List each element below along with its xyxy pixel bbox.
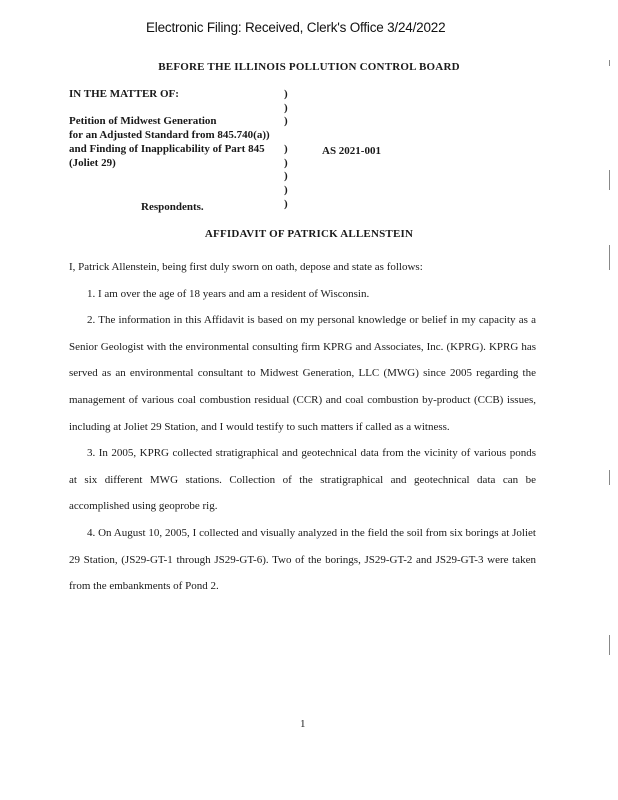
respondents-label: Respondents. [141,201,204,213]
scan-edge-mark [609,470,610,485]
scan-edge-mark [609,60,610,66]
paren: ) [284,183,288,196]
paren: ) [284,156,288,169]
caption-line: (Joliet 29) [69,156,116,169]
paragraph-2: 2. The information in this Affidavit is based on my personal knowledge or belief in my capacity as a Senior Geologist with the environmental consulting firm KPRG and Associates, Inc. (KPRG). KPRG has served as an environmental consultant to Midwest Generation, LLC (MWG) since 2005 regarding the management of various coal combustion residual (CCR) and coal combustion by-product (CCB) issues, including at Joliet 29 Station, and I would testify to such matters if called as a witness. [69,314,536,433]
caption-line [69,102,270,116]
caption-line: Petition of Midwest Generation [69,115,217,128]
paragraph-1: 1. I am over the age of 18 years and am a resident of Wisconsin. [87,287,370,300]
paren: ) [284,142,288,155]
paren: ) [284,115,288,128]
caption-line: IN THE MATTER OF: [69,88,179,100]
paren: ) [284,197,288,210]
scan-edge-mark [609,635,610,655]
caption-line: for an Adjusted Standard from 845.740(a)) [69,129,270,142]
board-title: BEFORE THE ILLINOIS POLLUTION CONTROL BOARD [158,61,460,73]
scan-edge-mark [609,170,610,190]
affidavit-title: AFFIDAVIT OF PATRICK ALLENSTEIN [204,228,414,240]
scan-edge-mark [609,245,610,270]
paragraph-4: 4. On August 10, 2005, I collected and visually analyzed in the field the soil from six borings at Joliet 29 Station, (JS29-GT-1 through JS29-GT-6). Two of the borings, JS29-GT-2 and JS29-GT-3 were taken from the embankments of Pond 2. [69,526,536,593]
intro-paragraph: I, Patrick Allenstein, being first duly sworn on oath, depose and state as follows: [69,261,423,273]
case-caption [69,88,270,170]
affidavit-body [69,254,536,600]
paren [284,129,288,143]
page-number: 1 [300,718,306,730]
paren: ) [284,88,288,100]
paren: ) [284,101,288,114]
caption-parentheses [284,88,288,211]
paragraph-3: 3. In 2005, KPRG collected stratigraphical and geotechnical data from the vicinity of various ponds at six different MWG stations. Collection of the stratigraphical and geotechnical data can be accomplished using geoprobe rig. [69,447,536,513]
caption-line: and Finding of Inapplicability of Part 845 [69,142,265,155]
case-number: AS 2021-001 [322,145,381,157]
paren: ) [284,170,288,183]
filing-stamp: Electronic Filing: Received, Clerk's Office 3/24/2022 [146,20,446,35]
